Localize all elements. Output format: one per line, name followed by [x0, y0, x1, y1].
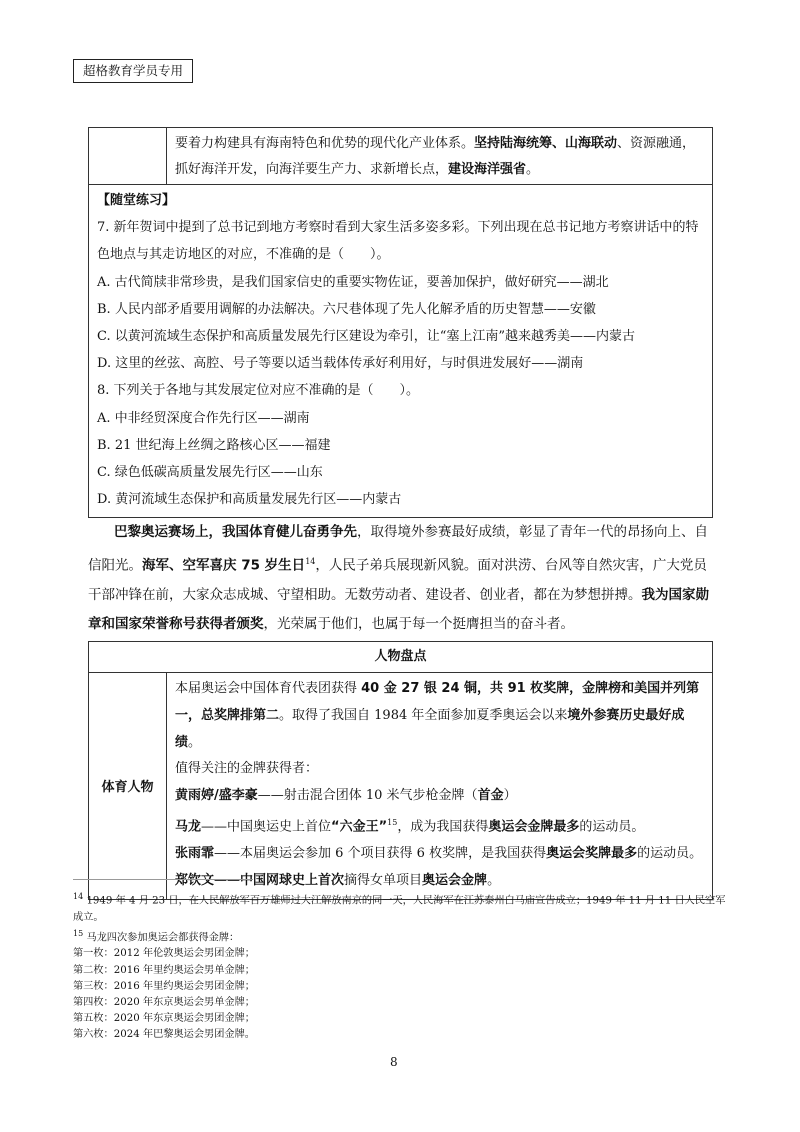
question-8: 8. 下列关于各地与其发展定位对应不准确的是（ ）。: [97, 383, 420, 399]
table-row: [89, 128, 712, 185]
q7-option-b: B. 人民内部矛盾要用调解的办法解决。六尺巷体现了先人化解矛盾的历史智慧——安徽: [97, 301, 596, 317]
q8-option-d: D. 黄河流域生态保护和高质量发展先行区——内蒙古: [97, 492, 402, 508]
q7-option-c: C. 以黄河流域生态保护和高质量发展先行区建设为牵引，让“塞上江南”越来越秀美——内蒙古: [97, 329, 636, 345]
footnote-divider: [73, 879, 253, 880]
q8-option-b: B. 21 世纪海上丝绸之路核心区——福建: [97, 437, 331, 453]
category-cell: 体育人物: [89, 673, 167, 899]
medal-item: 第四枚：2020 年东京奥运会男单金牌；: [73, 997, 255, 1008]
q7-option-d: D. 这里的丝弦、高腔、号子等要以适当载体传承好利用好，与时俱进发展好——湖南: [97, 356, 584, 372]
q7-option-a: A. 古代简牍非常珍贵，是我们国家信史的重要实物佐证，要善加保护，做好研究——湖北: [97, 274, 609, 290]
practice-section: [89, 185, 712, 517]
medal-item: 第三枚：2016 年里约奥运会男团金牌；: [73, 980, 255, 992]
list-item: 黄雨婷/盛李豪——射击混合团体 10 米气步枪金牌（首金）: [175, 788, 517, 804]
question-7: 7. 新年贺词中提到了总书记到地方考察时看到大家生活多姿多彩。下列出现在总书记地方考察讲话中的特色地点与其走访地区的对应，不准确的是（ ）。: [97, 220, 699, 263]
footnote-ref: 14: [305, 557, 316, 566]
table-title: 人物盘点: [89, 642, 712, 673]
list-item: 马龙——中国奥运史上首位“六金王”$^{15}$，成为我国获得奥运会金牌最多的运动员。: [175, 817, 645, 835]
q8-option-a: A. 中非经贸深度合作先行区——湖南: [97, 410, 310, 426]
people-table: [88, 641, 713, 900]
footnote-ref: 15: [387, 817, 398, 827]
details-cell: 本届奥运会中国体育代表团获得 40 金 27 银 24 铜，共 91 枚奖牌，金牌榜和美国并列第一，总奖牌排第二。取得了我国自 1984 年全面参加夏季奥运会以来境外参赛历史最好成绩。 值得关注的金牌获得者： 黄雨婷/盛李豪——射击混合团体 10 米气步枪金牌（首金） 马龙——中国奥运史上首位“六金王”$^{15}$，成为我国获得奥运会金牌最多的运动员。 张雨霏——本届奥运会参加 6 个项目获得 6 枚奖牌，是我国获得奥运会奖牌最多的运动员。 郑钦文——中国网球史上首次摘得女单项目奥运会金牌。: [167, 673, 712, 899]
header-label: 超格教育学员专用: [73, 59, 193, 83]
practice-heading: 【随堂练习】: [97, 193, 176, 208]
list-item: 张雨霏——本届奥运会参加 6 个项目获得 6 枚奖牌，是我国获得奥运会奖牌最多的运动员。: [175, 846, 703, 862]
footnote-14: $^{14}$ 1949 年 4 月 23 日，在人民解放军百万雄师过大江解放南京的同一天，人民海军在江苏泰州白马庙宣告成立；1949 年 11 月 11 日人民空军成立。: [73, 892, 726, 923]
bold-text: 建设海洋强省: [448, 162, 527, 177]
content-table: [88, 127, 713, 518]
medal-item: 第五枚：2020 年东京奥运会男团金牌；: [73, 1013, 255, 1025]
footnotes: [73, 889, 733, 1044]
medal-item: 第二枚：2016 年里约奥运会男单金牌；: [73, 964, 255, 976]
bold-text: 坚持陆海统筹、山海联动: [474, 136, 618, 151]
body-paragraph: 巴黎奥运赛场上，我国体育健儿奋勇争先，取得境外参赛最好成绩，彰显了青年一代的昂扬向上、自信阳光。海军、空军喜庆 75 岁生日$^{14}$，人民子弟兵展现新风貌。面对洪涝、台风等自然灾害，广大党员干部冲锋在前，大家众志成城、守望相助。无数劳动者、建设者、创业者，都在为梦想拼搏。我为国家勋章和国家荣誉称号获得者颁奖，光荣属于他们，也属于每一个挺膺担当的奋斗者。: [88, 524, 709, 632]
table-cell-empty: [89, 128, 167, 184]
medal-item: 第六枚：2024 年巴黎奥运会男团金牌。: [73, 1029, 255, 1041]
table-cell-text: 要着力构建具有海南特色和优势的现代化产业体系。坚持陆海统筹、山海联动、资源融通，抓好海洋开发，向海洋要生产力、求新增长点，建设海洋强省。: [175, 136, 696, 177]
medal-item: 第一枚：2012 年伦敦奥运会男团金牌；: [73, 948, 255, 960]
list-item: 郑钦文——中国网球史上首次摘得女单项目奥运会金牌。: [175, 872, 501, 888]
footnote-15: $^{15}$ 马龙四次参加奥运会都获得金牌：: [73, 928, 240, 944]
q8-option-c: C. 绿色低碳高质量发展先行区——山东: [97, 465, 323, 481]
page-number: 8: [390, 1055, 398, 1069]
